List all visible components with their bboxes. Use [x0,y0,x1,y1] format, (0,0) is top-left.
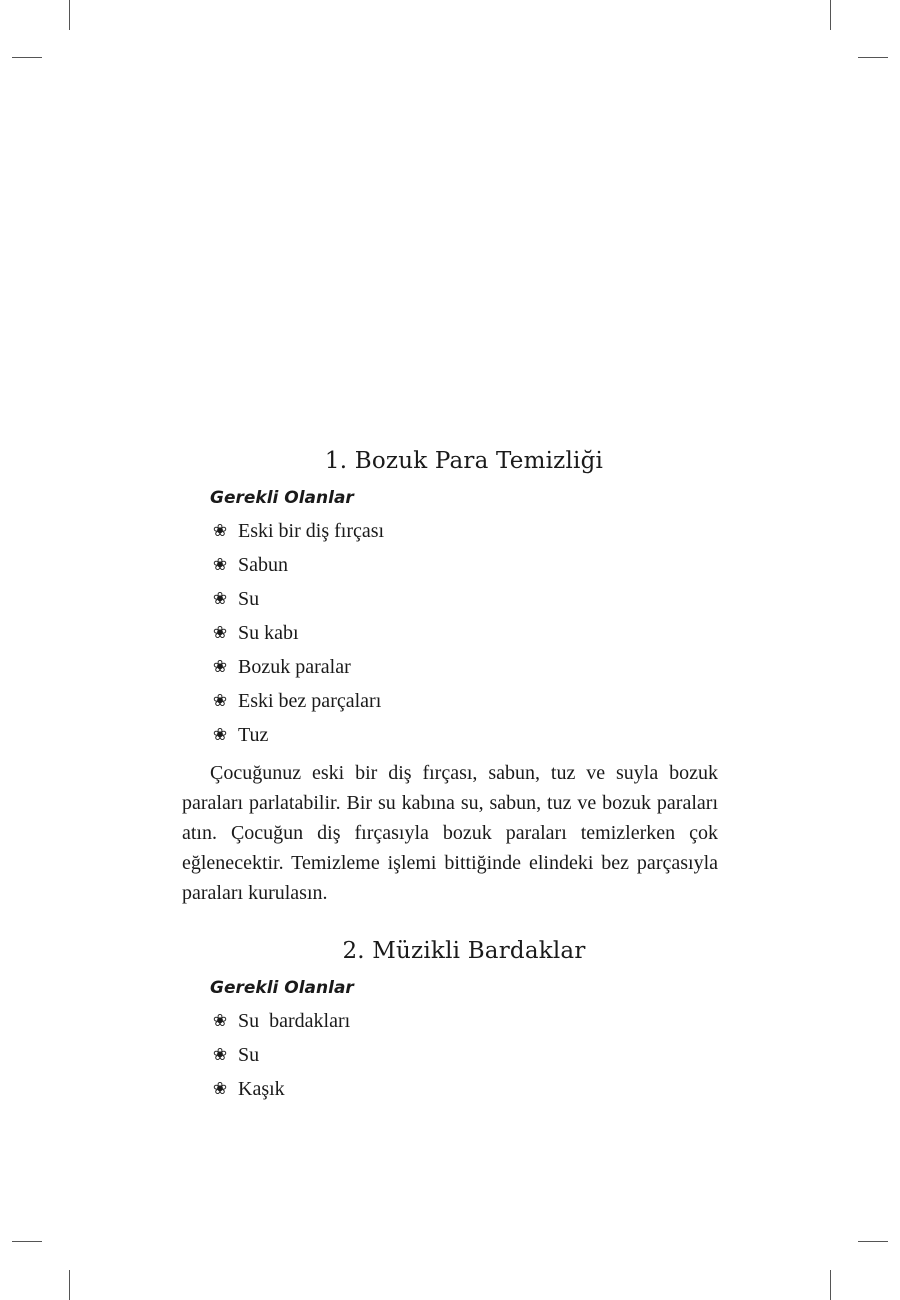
list-item-text: Eski bir diş fırçası [238,520,385,542]
list-item [210,582,718,616]
crop-mark-top-right-horizontal [858,57,888,58]
section-title: 1. Bozuk Para Temizliği [324,448,604,474]
required-items-list [182,1004,718,1106]
list-item-text: Su [238,1044,260,1066]
list-item-text: Bozuk paralar [238,656,351,678]
flower-bullet-icon: ❀ [212,657,228,676]
list-item [210,548,718,582]
crop-mark-top-left-vertical [69,0,70,30]
list-item [210,650,718,684]
flower-bullet-icon: ❀ [212,691,228,710]
list-item-text: Tuz [238,724,269,746]
crop-mark-bottom-right-vertical [830,1270,831,1300]
crop-mark-top-left-horizontal [12,57,42,58]
list-item-text: Eski bez parçaları [238,690,382,712]
required-items-heading: Gerekli Olanlar [210,978,354,998]
list-item-text: Kaşık [238,1078,285,1100]
required-items-list [182,514,718,752]
list-item [210,1004,718,1038]
flower-bullet-icon: ❀ [212,1045,228,1064]
crop-mark-bottom-left-horizontal [12,1241,42,1242]
flower-bullet-icon: ❀ [212,521,228,540]
flower-bullet-icon: ❀ [212,555,228,574]
list-item [210,514,718,548]
list-item [210,1072,718,1106]
crop-mark-top-right-vertical [830,0,831,30]
required-items-heading: Gerekli Olanlar [210,488,354,508]
list-item [210,616,718,650]
flower-bullet-icon: ❀ [212,1011,228,1030]
crop-mark-bottom-left-vertical [69,1270,70,1300]
section-coin-cleaning [182,448,718,908]
section-title: 2. Müzikli Bardaklar [342,938,586,964]
instructions-paragraph: Çocuğunuz eski bir diş fırçası, sabun, tuz ve suyla bozuk paraları parlatabilir. Bir su kabına su, sabun, tuz ve bozuk paraları atın. Çocuğun diş fırçasıyla bozuk paraları temizlerken çok eğlenecektir. Temizleme işlemi bittiğinde elindeki bez parçasıyla paraları kurulasın. [182,762,718,904]
flower-bullet-icon: ❀ [212,1079,228,1098]
crop-mark-bottom-right-horizontal [858,1241,888,1242]
flower-bullet-icon: ❀ [212,623,228,642]
flower-bullet-icon: ❀ [212,725,228,744]
page-content [182,448,718,1106]
list-item [210,718,718,752]
list-item-text: Su [238,588,260,610]
list-item [210,1038,718,1072]
list-item-text: Su kabı [238,622,299,644]
flower-bullet-icon: ❀ [212,589,228,608]
section-musical-glasses [182,938,718,1106]
list-item [210,684,718,718]
list-item-text: Su bardakları [238,1010,351,1032]
list-item-text: Sabun [238,554,288,576]
